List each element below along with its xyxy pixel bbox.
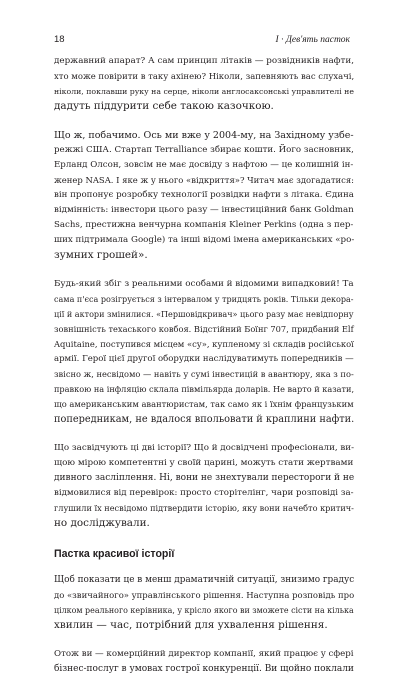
page-body [54, 54, 354, 677]
text-line: женер NASA. І яке ж у нього «відкриття»? Читач має здогадатися: [54, 175, 354, 185]
text-line: відмовилися від перевірок: просто сторітелінг, чари розповіді за- [54, 488, 354, 498]
section-heading: Пастка красивої історії [54, 548, 175, 560]
text-line: дивного засліплення. Ні, вони не знехтували перестороги й не [54, 473, 355, 483]
text-line: він пропонує розробку технології розвідки нафти з літака. Єдина [54, 190, 354, 200]
text-line: режжі США. Стартап Terralliance збирає кошти. Його засновник, [54, 145, 354, 155]
paragraph-gap [54, 263, 354, 277]
text-line: Отож ви — комерційний директор компанії, який працює у сфері [54, 649, 354, 659]
text-line: глушили їх несвідомо підтвердити історію, яку вони начебто критич- [54, 503, 354, 513]
text-line: Що засвідчують ці дві історії? Що й досвідчені професіонали, ви- [54, 443, 355, 453]
running-head: I · Дев'ять пасток [275, 35, 350, 45]
text-line: ції й актори змінилися. «Першовідкривач» цього разу має невідпорну [54, 310, 354, 319]
text-line: зумних грошей». [54, 249, 148, 261]
text-line: ших підтримала Google) та інші відомі імена американських «ро- [54, 235, 355, 245]
text-line: хто може повірити в таку ахінею? Ніколи, запевняють вас слухачі, [54, 71, 355, 81]
section-text [54, 573, 354, 677]
text-line: Будь-який збіг з реальними особами й відомими випадковий! Та [54, 279, 354, 289]
text-line: цілком реального керівника, у кріслo якого ви зможете сісти на кілька [54, 606, 354, 615]
paragraph-gap [54, 427, 354, 441]
text-line: дадуть піддурити себе такою казочкою. [54, 100, 274, 112]
page-header [54, 33, 350, 47]
text-line: сама п'єса розігрується з інтервалом у тридцять років. Тільки декора- [54, 295, 354, 304]
page-number: 18 [54, 34, 65, 45]
text-line: но досліджували. [54, 517, 150, 529]
paragraph-gap [54, 633, 354, 647]
text-line: Ерланд Олсон, зовсім не має досвіду з нафтою — це колишній ін- [54, 160, 354, 170]
text-line: попередникам, не вдалося впольовати й краплини нафти. [54, 414, 355, 425]
text-line: ніколи, поклавши руку на серце, ніколи англосаксонські управлителі не [54, 87, 354, 96]
text-line: бізнес-послуг в умовах гострої конкуренції. Ви щойно поклали [54, 664, 354, 674]
text-line: державний апарат? А сам принцип літаків — розвідників нафти, [54, 56, 354, 66]
text-line: Що ж, побачимо. Ось ми вже у 2004-му, на Західному узбе- [54, 130, 354, 141]
text-line: що американським авантюристам, так само як і їхнім французьким [54, 399, 354, 409]
text-line: Aquitaine, поступився місцем «су», купленому зі складів російської [54, 339, 354, 349]
text-line: відмінність: інвестори цього разу — інвестиційний банк Goldman [54, 205, 354, 215]
text-line: Щоб показати це в менш драматичній ситуації, знизимо градус [54, 575, 355, 585]
text-line: звісно ж, несвідомо — навіть у сумі інвестицій в авантюру, яка з по- [54, 369, 354, 379]
text-line: щою мірою компетентні у своїй царині, можуть стати жертвами [54, 458, 354, 468]
body-text [54, 54, 354, 531]
text-line: Sachs, престижна венчурна компанія Kleiner Perkins (одна з пер- [54, 220, 354, 230]
text-line: правкою на інфляцію склала півмільярда доларів. Не варто й казати, [54, 384, 355, 394]
paragraph-gap [54, 114, 354, 128]
text-line: зовнішність техаського ковбоя. Відстійний Боїнг 707, придбаний Elf [54, 324, 354, 334]
text-line: армії. Герої цієї другої оборудки наслідуватимуть попередників — [54, 354, 354, 364]
text-line: до «звичайного» управлінського рішення. Наступна розповідь про [54, 590, 355, 600]
text-line: хвилин — час, потрібний для ухвалення рішення. [54, 619, 328, 631]
